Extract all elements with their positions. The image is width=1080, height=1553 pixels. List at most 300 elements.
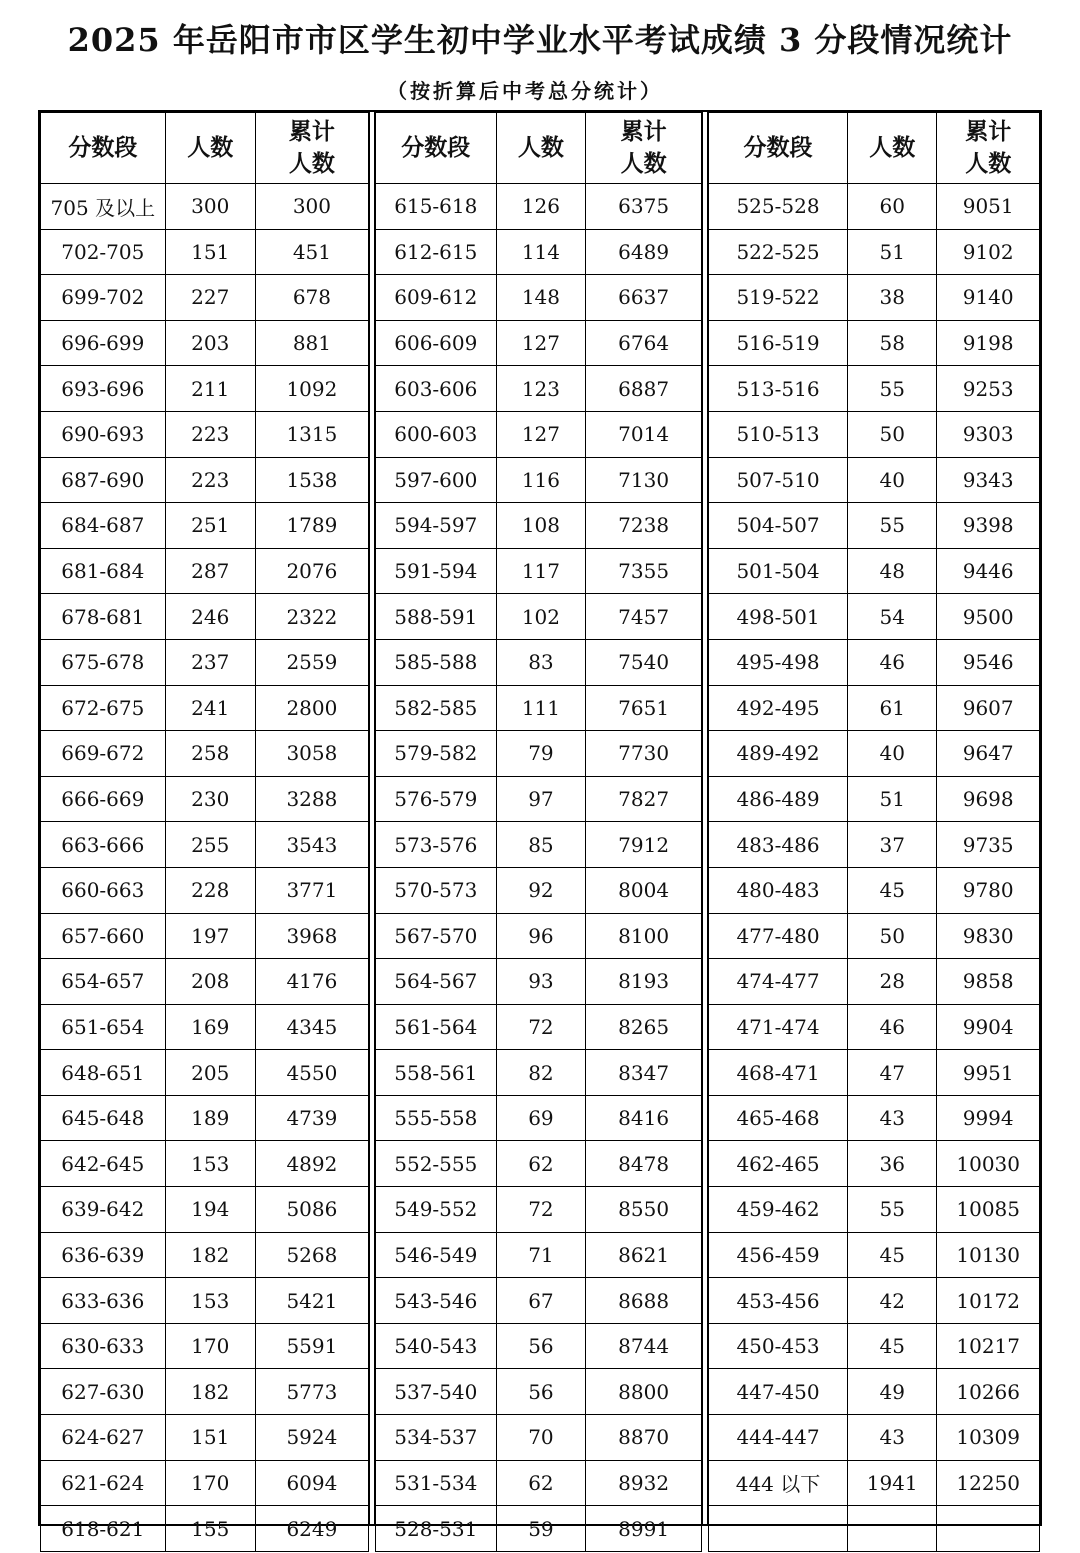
count-cell: 56 [496, 1369, 586, 1415]
table-row [376, 366, 702, 412]
score-range-cell: 657-660 [41, 913, 166, 959]
count-cell: 255 [165, 822, 255, 868]
count-cell: 93 [496, 959, 586, 1005]
count-cell: 92 [496, 867, 586, 913]
score-range-cell: 681-684 [41, 548, 166, 594]
count-cell: 116 [496, 457, 586, 503]
cumulative-cell: 10172 [937, 1278, 1040, 1324]
cumulative-cell: 6094 [255, 1460, 368, 1506]
score-range-cell: 633-636 [41, 1278, 166, 1324]
table-row [709, 685, 1040, 731]
table-row [41, 776, 369, 822]
header-cumulative [255, 113, 368, 184]
cumulative-cell: 8744 [586, 1323, 702, 1369]
cumulative-cell: 2559 [255, 639, 368, 685]
table-row [709, 320, 1040, 366]
table-row [41, 1369, 369, 1415]
count-cell: 54 [848, 594, 937, 640]
score-range-cell: 693-696 [41, 366, 166, 412]
count-cell: 223 [165, 411, 255, 457]
score-range-cell: 549-552 [376, 1187, 497, 1233]
count-cell: 59 [496, 1506, 586, 1552]
cumulative-cell: 7130 [586, 457, 702, 503]
score-range-cell: 543-546 [376, 1278, 497, 1324]
cumulative-cell [937, 1506, 1040, 1552]
count-cell: 189 [165, 1095, 255, 1141]
table-row [709, 229, 1040, 275]
score-range-cell: 462-465 [709, 1141, 848, 1187]
score-range-cell: 684-687 [41, 503, 166, 549]
score-range-cell: 510-513 [709, 411, 848, 457]
table-row [709, 1506, 1040, 1552]
cumulative-cell: 7912 [586, 822, 702, 868]
score-range-cell: 603-606 [376, 366, 497, 412]
cumulative-cell: 1315 [255, 411, 368, 457]
count-cell: 97 [496, 776, 586, 822]
count-cell: 61 [848, 685, 937, 731]
cumulative-cell: 8550 [586, 1187, 702, 1233]
table-row [709, 1095, 1040, 1141]
table-row [376, 959, 702, 1005]
score-range-cell: 474-477 [709, 959, 848, 1005]
cumulative-cell: 5086 [255, 1187, 368, 1233]
table-row [376, 594, 702, 640]
count-cell: 48 [848, 548, 937, 594]
cumulative-cell: 8800 [586, 1369, 702, 1415]
count-cell: 56 [496, 1323, 586, 1369]
cumulative-cell: 6249 [255, 1506, 368, 1552]
count-cell: 227 [165, 275, 255, 321]
table-row [709, 1187, 1040, 1233]
cumulative-cell: 9951 [937, 1050, 1040, 1096]
table-row [376, 685, 702, 731]
score-range-cell: 678-681 [41, 594, 166, 640]
cumulative-cell: 1538 [255, 457, 368, 503]
count-cell: 151 [165, 229, 255, 275]
cumulative-cell: 9398 [937, 503, 1040, 549]
page-title: 2025 年岳阳市市区学生初中学业水平考试成绩 3 分段情况统计 [67, 21, 1013, 59]
count-cell: 258 [165, 731, 255, 777]
cumulative-cell: 5773 [255, 1369, 368, 1415]
table-row [41, 548, 369, 594]
count-cell: 123 [496, 366, 586, 412]
score-range-cell: 501-504 [709, 548, 848, 594]
count-cell: 153 [165, 1141, 255, 1187]
table-row [376, 776, 702, 822]
cumulative-cell: 8004 [586, 867, 702, 913]
score-range-cell: 537-540 [376, 1369, 497, 1415]
table-row [709, 1232, 1040, 1278]
score-range-cell: 669-672 [41, 731, 166, 777]
cumulative-cell: 3058 [255, 731, 368, 777]
score-range-cell: 690-693 [41, 411, 166, 457]
score-range-cell: 444 以下 [709, 1460, 848, 1506]
cumulative-cell: 1092 [255, 366, 368, 412]
table-row [376, 1232, 702, 1278]
table-row [376, 1050, 702, 1096]
cumulative-cell: 9303 [937, 411, 1040, 457]
score-range-cell: 606-609 [376, 320, 497, 366]
count-cell: 40 [848, 457, 937, 503]
score-range-cell: 477-480 [709, 913, 848, 959]
cumulative-cell: 9500 [937, 594, 1040, 640]
table-row [709, 366, 1040, 412]
header-cumulative-line1: 累计 [288, 118, 335, 145]
cumulative-cell: 10085 [937, 1187, 1040, 1233]
score-range-cell: 594-597 [376, 503, 497, 549]
cumulative-cell: 9546 [937, 639, 1040, 685]
cumulative-cell: 9607 [937, 685, 1040, 731]
count-cell: 151 [165, 1415, 255, 1461]
count-cell: 170 [165, 1323, 255, 1369]
count-cell: 42 [848, 1278, 937, 1324]
cumulative-cell: 3968 [255, 913, 368, 959]
score-range-cell: 696-699 [41, 320, 166, 366]
count-cell: 72 [496, 1187, 586, 1233]
count-cell: 203 [165, 320, 255, 366]
cumulative-cell: 3288 [255, 776, 368, 822]
table-row [709, 457, 1040, 503]
table-row [709, 1415, 1040, 1461]
count-cell: 62 [496, 1141, 586, 1187]
count-cell: 108 [496, 503, 586, 549]
cumulative-cell: 10309 [937, 1415, 1040, 1461]
table-row [376, 1278, 702, 1324]
cumulative-cell: 5924 [255, 1415, 368, 1461]
table-row [709, 639, 1040, 685]
cumulative-cell: 300 [255, 184, 368, 230]
cumulative-cell: 8416 [586, 1095, 702, 1141]
score-range-cell: 483-486 [709, 822, 848, 868]
count-cell: 79 [496, 731, 586, 777]
table-row [376, 1187, 702, 1233]
count-cell: 55 [848, 1187, 937, 1233]
score-range-cell: 579-582 [376, 731, 497, 777]
table-row [376, 731, 702, 777]
count-cell: 126 [496, 184, 586, 230]
header-count: 人数 [848, 113, 937, 184]
score-range-cell: 600-603 [376, 411, 497, 457]
cumulative-cell: 6375 [586, 184, 702, 230]
table-row [709, 1004, 1040, 1050]
cumulative-cell: 7540 [586, 639, 702, 685]
table-row [376, 1415, 702, 1461]
cumulative-cell: 2076 [255, 548, 368, 594]
count-cell: 69 [496, 1095, 586, 1141]
count-cell: 169 [165, 1004, 255, 1050]
table-row [41, 1187, 369, 1233]
table-row [41, 685, 369, 731]
count-cell: 82 [496, 1050, 586, 1096]
table-row [376, 229, 702, 275]
score-range-cell: 663-666 [41, 822, 166, 868]
header-cumulative-line1: 累计 [620, 118, 667, 145]
score-range-cell: 513-516 [709, 366, 848, 412]
score-range-cell: 636-639 [41, 1232, 166, 1278]
cumulative-cell: 9994 [937, 1095, 1040, 1141]
header-score-range: 分数段 [41, 113, 166, 184]
count-cell: 40 [848, 731, 937, 777]
count-cell: 230 [165, 776, 255, 822]
page-subtitle: （按折算后中考总分统计） [387, 79, 663, 103]
table-row [376, 1506, 702, 1552]
table-row [376, 411, 702, 457]
cumulative-cell: 8932 [586, 1460, 702, 1506]
score-range-cell: 447-450 [709, 1369, 848, 1415]
count-cell: 211 [165, 366, 255, 412]
count-cell: 38 [848, 275, 937, 321]
score-range-cell: 522-525 [709, 229, 848, 275]
table-block-3 [708, 112, 1040, 1524]
score-range-cell: 531-534 [376, 1460, 497, 1506]
table-block-2 [375, 112, 702, 1541]
table-row [376, 1369, 702, 1415]
score-range-cell: 645-648 [41, 1095, 166, 1141]
count-cell: 50 [848, 411, 937, 457]
table-row [709, 731, 1040, 777]
count-cell: 50 [848, 913, 937, 959]
table-row [376, 548, 702, 594]
table-row [709, 548, 1040, 594]
count-cell: 182 [165, 1232, 255, 1278]
cumulative-cell: 8688 [586, 1278, 702, 1324]
count-cell: 60 [848, 184, 937, 230]
score-range-cell: 516-519 [709, 320, 848, 366]
score-range-cell: 702-705 [41, 229, 166, 275]
cumulative-cell: 451 [255, 229, 368, 275]
table-row [709, 1141, 1040, 1187]
header-cumulative-line2: 人数 [965, 150, 1012, 177]
table-row [376, 822, 702, 868]
table-row [41, 594, 369, 640]
table-row [709, 594, 1040, 640]
score-range-cell [709, 1506, 848, 1552]
cumulative-cell: 9051 [937, 184, 1040, 230]
count-cell: 111 [496, 685, 586, 731]
header-cumulative-line2: 人数 [620, 150, 667, 177]
cumulative-cell: 10030 [937, 1141, 1040, 1187]
score-range-cell: 615-618 [376, 184, 497, 230]
table-row [376, 913, 702, 959]
score-range-cell: 450-453 [709, 1323, 848, 1369]
cumulative-cell: 8870 [586, 1415, 702, 1461]
table-row [41, 1004, 369, 1050]
count-cell: 251 [165, 503, 255, 549]
score-range-cell: 546-549 [376, 1232, 497, 1278]
cumulative-cell: 9446 [937, 548, 1040, 594]
score-range-cell: 465-468 [709, 1095, 848, 1141]
score-range-cell: 573-576 [376, 822, 497, 868]
count-cell: 148 [496, 275, 586, 321]
table-row [709, 1460, 1040, 1506]
table-row [41, 184, 369, 230]
count-cell: 51 [848, 776, 937, 822]
cumulative-cell: 8265 [586, 1004, 702, 1050]
count-cell: 47 [848, 1050, 937, 1096]
header-score-range: 分数段 [709, 113, 848, 184]
score-range-cell: 561-564 [376, 1004, 497, 1050]
table-row [41, 867, 369, 913]
cumulative-cell: 5268 [255, 1232, 368, 1278]
score-range-cell: 453-456 [709, 1278, 848, 1324]
count-cell: 45 [848, 1323, 937, 1369]
cumulative-cell: 6489 [586, 229, 702, 275]
count-cell: 49 [848, 1369, 937, 1415]
cumulative-cell: 9140 [937, 275, 1040, 321]
cumulative-cell: 4176 [255, 959, 368, 1005]
count-cell: 182 [165, 1369, 255, 1415]
cumulative-cell: 8991 [586, 1506, 702, 1552]
count-cell: 155 [165, 1506, 255, 1552]
count-cell: 62 [496, 1460, 586, 1506]
count-cell: 241 [165, 685, 255, 731]
count-cell: 237 [165, 639, 255, 685]
count-cell: 36 [848, 1141, 937, 1187]
count-cell: 197 [165, 913, 255, 959]
count-cell: 46 [848, 1004, 937, 1050]
count-cell: 45 [848, 1232, 937, 1278]
table-row [709, 1369, 1040, 1415]
cumulative-cell: 8100 [586, 913, 702, 959]
table-row [41, 959, 369, 1005]
count-cell: 43 [848, 1415, 937, 1461]
table-row [41, 1050, 369, 1096]
table-row [41, 1506, 369, 1552]
header-cumulative-line1: 累计 [965, 118, 1012, 145]
cumulative-cell: 8347 [586, 1050, 702, 1096]
score-range-cell: 495-498 [709, 639, 848, 685]
table-row [41, 320, 369, 366]
count-cell: 114 [496, 229, 586, 275]
score-range-cell: 639-642 [41, 1187, 166, 1233]
table-row [376, 184, 702, 230]
header-count: 人数 [165, 113, 255, 184]
score-range-cell: 525-528 [709, 184, 848, 230]
score-range-cell: 585-588 [376, 639, 497, 685]
cumulative-cell: 12250 [937, 1460, 1040, 1506]
cumulative-cell: 9647 [937, 731, 1040, 777]
cumulative-cell: 8478 [586, 1141, 702, 1187]
count-cell: 70 [496, 1415, 586, 1461]
score-range-cell: 642-645 [41, 1141, 166, 1187]
table-row [709, 913, 1040, 959]
score-range-cell: 486-489 [709, 776, 848, 822]
count-cell: 55 [848, 366, 937, 412]
score-range-cell: 480-483 [709, 867, 848, 913]
count-cell [848, 1506, 937, 1552]
header-row [376, 113, 702, 184]
table-row [41, 503, 369, 549]
cumulative-cell: 9698 [937, 776, 1040, 822]
table-row [709, 275, 1040, 321]
count-cell: 205 [165, 1050, 255, 1096]
count-cell: 194 [165, 1187, 255, 1233]
table-row [41, 229, 369, 275]
cumulative-cell: 9253 [937, 366, 1040, 412]
cumulative-cell: 3771 [255, 867, 368, 913]
cumulative-cell: 7730 [586, 731, 702, 777]
table-row [376, 867, 702, 913]
table-row [41, 1095, 369, 1141]
score-range-cell: 609-612 [376, 275, 497, 321]
header-score-range: 分数段 [376, 113, 497, 184]
table-row [709, 1278, 1040, 1324]
score-range-cell: 630-633 [41, 1323, 166, 1369]
table-row [41, 1232, 369, 1278]
cumulative-cell: 9102 [937, 229, 1040, 275]
score-range-cell: 618-621 [41, 1506, 166, 1552]
cumulative-cell: 7651 [586, 685, 702, 731]
score-range-cell: 666-669 [41, 776, 166, 822]
count-cell: 223 [165, 457, 255, 503]
cumulative-cell: 10130 [937, 1232, 1040, 1278]
score-range-cell: 624-627 [41, 1415, 166, 1461]
cumulative-cell: 4892 [255, 1141, 368, 1187]
count-cell: 127 [496, 411, 586, 457]
score-range-cell: 489-492 [709, 731, 848, 777]
score-table [40, 112, 369, 1552]
cumulative-cell: 9735 [937, 822, 1040, 868]
cumulative-cell: 8193 [586, 959, 702, 1005]
table-row [376, 1095, 702, 1141]
count-cell: 102 [496, 594, 586, 640]
count-cell: 55 [848, 503, 937, 549]
header-count: 人数 [496, 113, 586, 184]
cumulative-cell: 7355 [586, 548, 702, 594]
score-range-cell: 699-702 [41, 275, 166, 321]
table-row [41, 275, 369, 321]
score-range-cell: 648-651 [41, 1050, 166, 1096]
table-row [41, 366, 369, 412]
cumulative-cell: 10266 [937, 1369, 1040, 1415]
score-range-cell: 621-624 [41, 1460, 166, 1506]
cumulative-cell: 8621 [586, 1232, 702, 1278]
cumulative-cell: 7014 [586, 411, 702, 457]
header-row [709, 113, 1040, 184]
count-cell: 300 [165, 184, 255, 230]
score-range-cell: 576-579 [376, 776, 497, 822]
cumulative-cell: 5421 [255, 1278, 368, 1324]
score-range-cell: 471-474 [709, 1004, 848, 1050]
cumulative-cell: 881 [255, 320, 368, 366]
count-cell: 228 [165, 867, 255, 913]
score-range-cell: 705 及以上 [41, 184, 166, 230]
count-cell: 287 [165, 548, 255, 594]
table-row [376, 1141, 702, 1187]
table-row [41, 1415, 369, 1461]
score-range-cell: 507-510 [709, 457, 848, 503]
score-range-cell: 588-591 [376, 594, 497, 640]
score-range-cell: 555-558 [376, 1095, 497, 1141]
count-cell: 208 [165, 959, 255, 1005]
count-cell: 28 [848, 959, 937, 1005]
count-cell: 43 [848, 1095, 937, 1141]
score-range-cell: 540-543 [376, 1323, 497, 1369]
score-range-cell: 528-531 [376, 1506, 497, 1552]
table-row [376, 320, 702, 366]
score-range-cell: 654-657 [41, 959, 166, 1005]
cumulative-cell: 4345 [255, 1004, 368, 1050]
header-row [41, 113, 369, 184]
count-cell: 153 [165, 1278, 255, 1324]
cumulative-cell: 6637 [586, 275, 702, 321]
score-range-cell: 456-459 [709, 1232, 848, 1278]
table-row [41, 457, 369, 503]
cumulative-cell: 4739 [255, 1095, 368, 1141]
count-cell: 127 [496, 320, 586, 366]
table-row [709, 1050, 1040, 1096]
cumulative-cell: 9830 [937, 913, 1040, 959]
